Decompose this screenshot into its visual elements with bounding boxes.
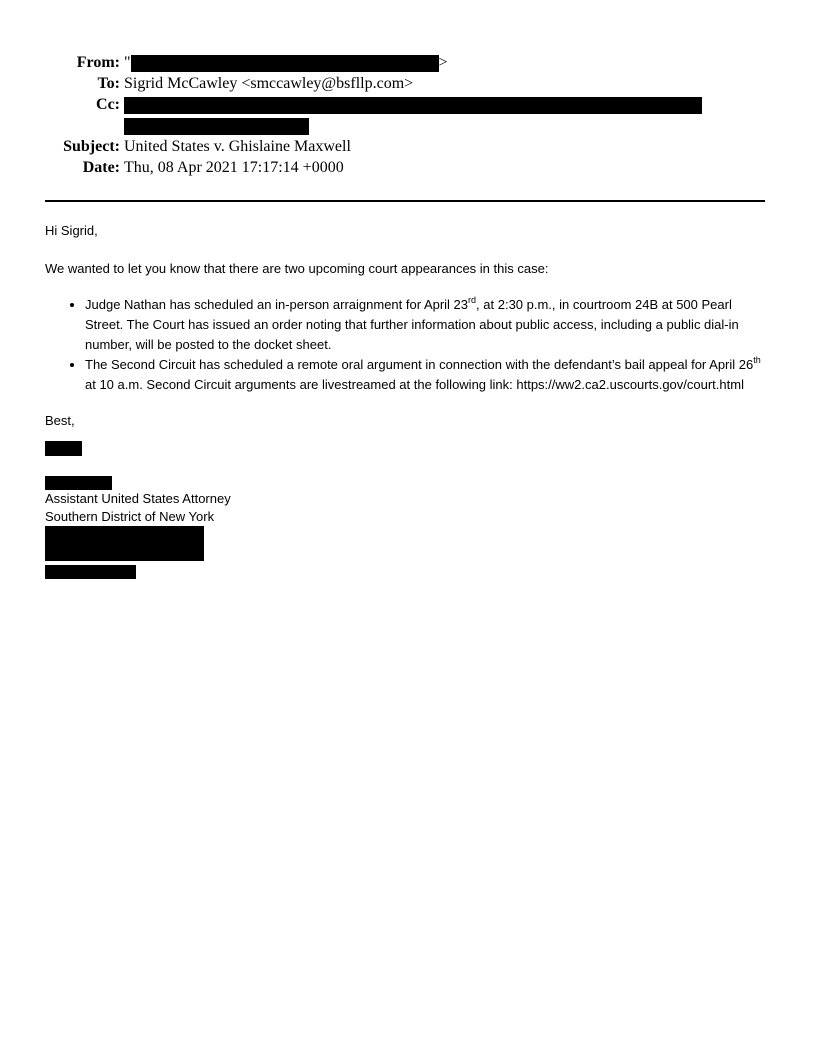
cc-value-continued: [124, 115, 309, 136]
ordinal-suffix: rd: [468, 295, 477, 305]
email-header: [0, 52, 816, 178]
date-value: Thu, 08 Apr 2021 17:17:14 +0000: [124, 159, 344, 176]
from-row: [0, 52, 816, 73]
greeting: Hi Sigrid,: [45, 223, 98, 238]
to-label: To:: [97, 75, 120, 92]
item-text: The Second Circuit has scheduled a remote oral argument in connection with the defendant’s bail appeal for April 26: [85, 357, 754, 372]
redaction-box: [45, 526, 204, 561]
cc-row: [0, 94, 816, 115]
item-text: at 10 a.m. Second Circuit arguments are livestreamed at the following link: https://ww2.ca2.uscourts.gov/court.html: [85, 377, 744, 392]
signature-office: Southern District of New York: [45, 509, 215, 524]
closing: Best,: [45, 413, 75, 428]
cc-label: Cc:: [96, 96, 120, 113]
from-label: From:: [76, 54, 120, 71]
from-close: >: [438, 54, 448, 71]
from-value: [124, 52, 448, 73]
header-divider: [45, 200, 765, 202]
subject-row: [0, 136, 816, 157]
to-value: Sigrid McCawley <smccawley@bsfllp.com>: [124, 75, 414, 92]
from-open-quote: ": [124, 54, 131, 71]
email-body: [45, 221, 770, 579]
subject-label: Subject:: [63, 138, 120, 155]
date-row: [0, 157, 816, 178]
date-label: Date:: [82, 159, 120, 176]
redaction-box: [45, 476, 112, 490]
signature-block: [45, 441, 770, 579]
item-text: Judge Nathan has scheduled an in-person arraignment for April 23: [85, 297, 469, 312]
list-item: [85, 355, 770, 395]
appearance-list: [45, 295, 770, 395]
cc-row-continued: [0, 115, 816, 136]
item-text: , at 2:30 p.m., in courtroom 24B at 500 Pearl Street. The Court has issued an order noting that further information about public access, including a public dial-in number, will be posted to the docket sheet.: [85, 297, 739, 352]
signature-title: Assistant United States Attorney: [45, 491, 231, 506]
redaction-box: [124, 118, 309, 135]
redaction-box: [45, 441, 82, 456]
subject-value: United States v. Ghislaine Maxwell: [124, 138, 351, 155]
redaction-box: [45, 565, 136, 579]
cc-value: [124, 94, 702, 115]
intro-paragraph: We wanted to let you know that there are two upcoming court appearances in this case:: [45, 261, 549, 276]
list-item: [85, 295, 770, 355]
redaction-box: [124, 97, 702, 114]
ordinal-suffix: th: [753, 355, 761, 365]
to-row: [0, 73, 816, 94]
redaction-box: [131, 55, 439, 72]
